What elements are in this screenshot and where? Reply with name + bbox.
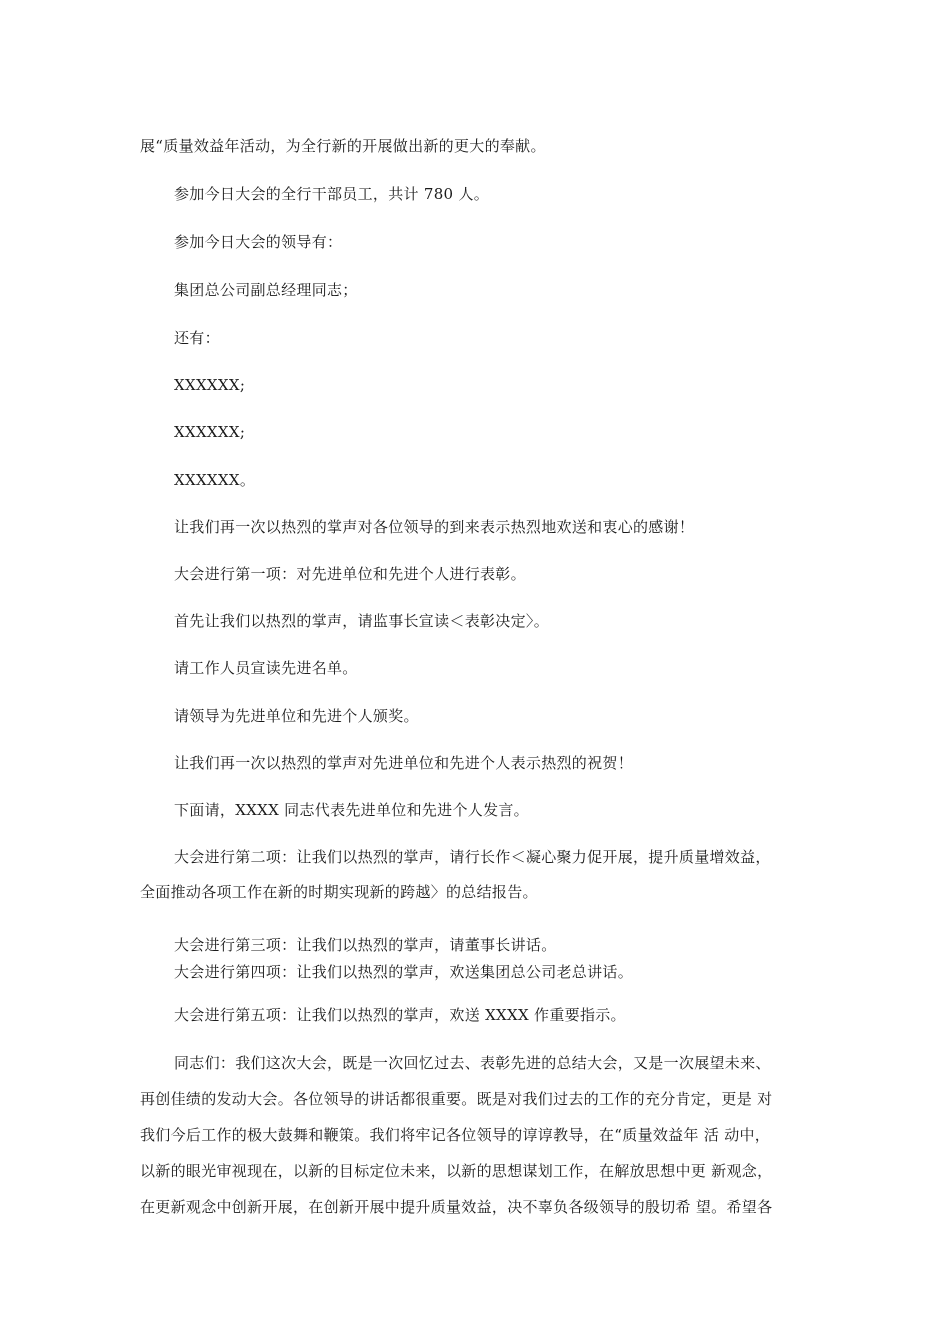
text-line: 请领导为先进单位和先进个人颁奖。 [174,707,419,725]
text-line: XXXXXX。 [174,471,256,489]
text-line: 大会进行第三项：让我们以热烈的掌声，请董事长讲话。 [174,936,557,954]
text-line: 集团总公司副总经理同志； [174,281,358,299]
text-line: XXXXXX; [174,376,246,394]
text-line: 我们今后工作的极大鼓舞和鞭策。我们将牢记各位领导的谆谆教导，在“质量效益年 活 动中， [140,1126,771,1144]
text-line: XXXXXX; [174,423,246,441]
text-line: 大会进行第二项：让我们以热烈的掌声，请行长作＜凝心聚力促开展，提升质量增效益， [174,848,771,866]
text-line: 展“质量效益年活动，为全行新的开展做出新的更大的奉献。 [140,137,546,155]
text-line: 全面推动各项工作在新的时期实现新的跨越〉的总结报告。 [140,883,538,901]
text-line: 以新的眼光审视现在，以新的目标定位未来，以新的思想谋划工作，在解放思想中更 新观念， [140,1162,773,1180]
text-line: 再创佳绩的发动大会。各位领导的讲话都很重要。既是对我们过去的工作的充分肯定，更是 对 [140,1090,773,1108]
text-line: 下面请，XXXX 同志代表先进单位和先进个人发言。 [174,801,529,819]
text-line: 首先让我们以热烈的掌声，请监事长宣读＜表彰决定〉。 [174,612,550,630]
text-line: 同志们：我们这次大会，既是一次回忆过去、表彰先进的总结大会，又是一次展望未来、 [174,1054,771,1072]
text-line: 大会进行第一项：对先进单位和先进个人进行表彰。 [174,565,526,583]
text-line: 大会进行第五项：让我们以热烈的掌声，欢送 XXXX 作重要指示。 [174,1006,626,1024]
text-line: 还有： [174,329,220,347]
text-line: 参加今日大会的全行干部员工，共计 780 人。 [174,185,490,203]
text-line: 请工作人员宣读先进名单。 [174,659,358,677]
text-line: 在更新观念中创新开展，在创新开展中提升质量效益，决不辜负各级领导的殷切希 望。希望各 [140,1198,773,1216]
text-line: 参加今日大会的领导有： [174,233,343,251]
text-line: 大会进行第四项：让我们以热烈的掌声，欢送集团总公司老总讲话。 [174,963,634,981]
text-line: 让我们再一次以热烈的掌声对各位领导的到来表示热烈地欢送和衷心的感谢！ [174,518,695,536]
text-line: 让我们再一次以热烈的掌声对先进单位和先进个人表示热烈的祝贺！ [174,754,634,772]
